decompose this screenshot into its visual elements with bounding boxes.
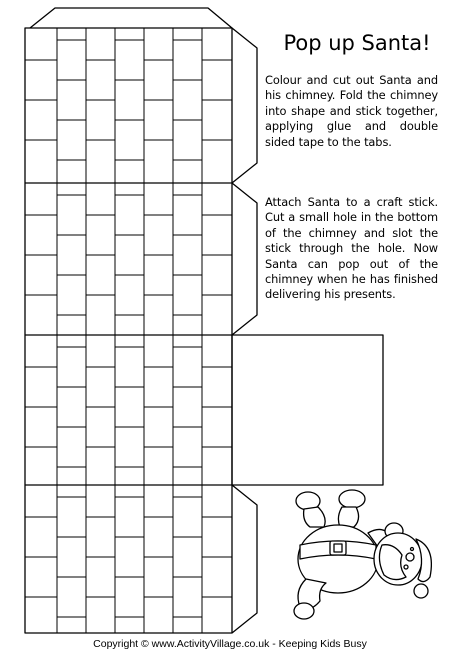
santa-icon (290, 487, 440, 632)
instruction-paragraph-1: Colour and cut out Santa and his chimney. Fold the chimney into shape and stick together, applying glue and double sided tape to the tabs. (265, 73, 438, 149)
page-title: Pop up Santa! (283, 31, 431, 55)
copyright-footer: Copyright © www.ActivityVillage.co.uk - Keeping Kids Busy (93, 638, 367, 650)
instruction-paragraph-2: Attach Santa to a craft stick. Cut a small hole in the bottom of the chimney and slot the stick through the hole. Now Santa can pop out of the chimney when he has finished delivering his presents. (265, 195, 438, 302)
